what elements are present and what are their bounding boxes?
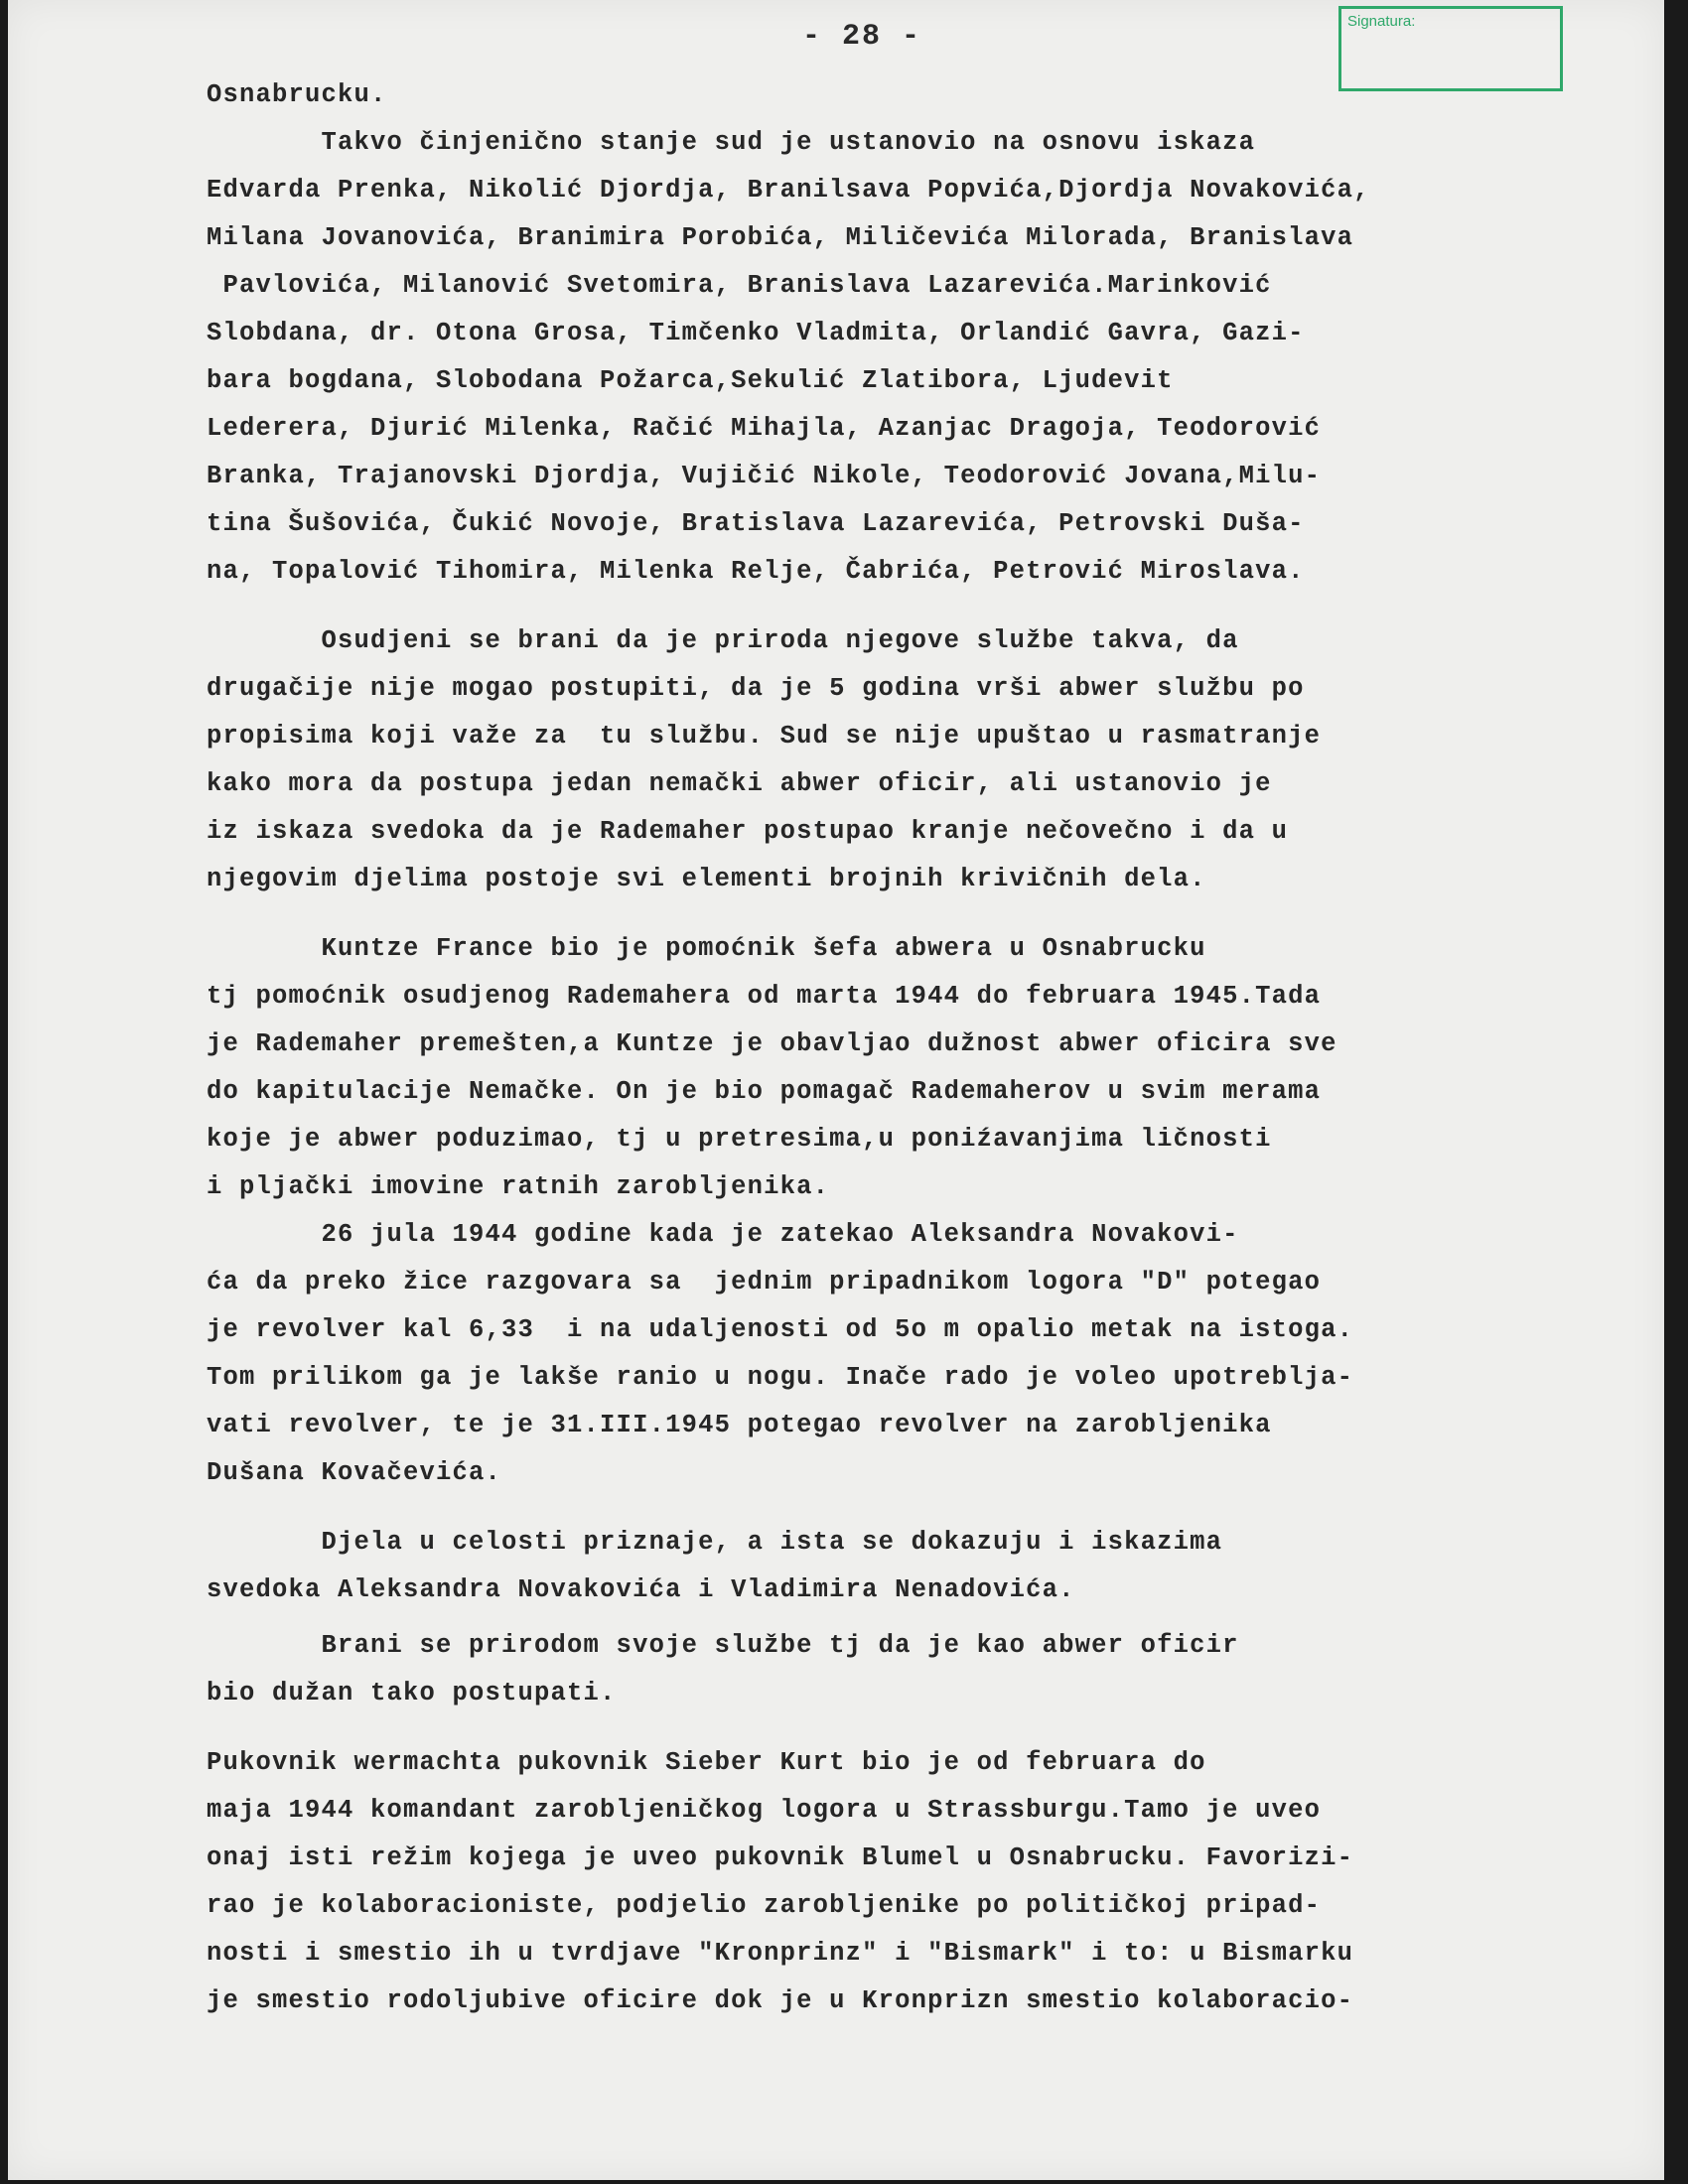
text-line: tj pomoćnik osudjenog Rademahera od marta 1944 do februara 1945.Tada <box>207 982 1322 1011</box>
text-line: kako mora da postupa jedan nemački abwer oficir, ali ustanovio je <box>207 769 1272 798</box>
text-line: onaj isti režim kojega je uveo pukovnik Blumel u Osnabrucku. Favorizi- <box>207 1843 1354 1872</box>
paragraph-gap <box>207 596 1636 617</box>
paragraph <box>207 1211 1636 1497</box>
paragraph <box>207 1622 1636 1717</box>
paragraph <box>207 1739 1636 2025</box>
paragraph <box>207 925 1636 1211</box>
text-line: 26 jula 1944 godine kada je zatekao Aleksandra Novakovi- <box>207 1220 1239 1249</box>
text-line: i pljački imovine ratnih zarobljenika. <box>207 1172 830 1201</box>
text-line: propisima koji važe za tu službu. Sud se nije upuštao u rasmatranje <box>207 722 1322 751</box>
text-line: svedoka Aleksandra Novakovića i Vladimira Nenadovića. <box>207 1575 1075 1604</box>
text-line: je smestio rodoljubive oficire dok je u Kronprizn smestio kolaboracio- <box>207 1986 1354 2015</box>
text-line: Tom prilikom ga je lakše ranio u nogu. Inače rado je voleo upotreblja- <box>207 1363 1354 1392</box>
text-line: Pukovnik wermachta pukovnik Sieber Kurt bio je od februara do <box>207 1748 1206 1777</box>
paragraph <box>207 71 1636 119</box>
text-line: Osnabrucku. <box>207 80 387 109</box>
text-line: Takvo činjenično stanje sud je ustanovio na osnovu iskaza <box>207 128 1256 157</box>
text-line: Edvarda Prenka, Nikolić Djordja, Branilsava Popvića,Djordja Novakovića, <box>207 176 1370 205</box>
text-line: Djela u celosti priznaje, a ista se dokazuju i iskazima <box>207 1528 1223 1557</box>
paragraph <box>207 119 1636 596</box>
paragraph <box>207 617 1636 903</box>
text-line: je Rademaher premešten,a Kuntze je obavljao dužnost abwer oficira sve <box>207 1029 1337 1058</box>
text-line: Slobdana, dr. Otona Grosa, Timčenko Vladmita, Orlandić Gavra, Gazi- <box>207 319 1305 347</box>
text-line: Milana Jovanovića, Branimira Porobića, Miličevića Milorada, Branislava <box>207 223 1354 252</box>
paragraph-gap <box>207 903 1636 925</box>
paragraph-gap <box>207 1717 1636 1739</box>
text-line: tina Šušovića, Čukić Novoje, Bratislava Lazarevića, Petrovski Duša- <box>207 509 1305 538</box>
text-line: maja 1944 komandant zarobljeničkog logora u Strassburgu.Tamo je uveo <box>207 1796 1322 1825</box>
text-line: Brani se prirodom svoje službe tj da je kao abwer oficir <box>207 1631 1239 1660</box>
paragraph-gap <box>207 1497 1636 1519</box>
text-line: Kuntze France bio je pomoćnik šefa abwera u Osnabrucku <box>207 934 1206 963</box>
stamp-label: Signatura: <box>1347 13 1416 30</box>
text-line: njegovim djelima postoje svi elementi brojnih krivičnih dela. <box>207 865 1206 893</box>
document-page <box>8 0 1664 2180</box>
text-line: koje je abwer poduzimao, tj u pretresima,u poniźavanjima ličnosti <box>207 1125 1272 1154</box>
text-line: na, Topalović Tihomira, Milenka Relje, Čabrića, Petrović Miroslava. <box>207 557 1305 586</box>
text-line: vati revolver, te je 31.III.1945 potegao revolver na zarobljenika <box>207 1411 1272 1439</box>
text-line: Branka, Trajanovski Djordja, Vujičić Nikole, Teodorović Jovana,Milu- <box>207 462 1322 490</box>
text-line: rao je kolaboracioniste, podjelio zarobljenike po političkoj pripad- <box>207 1891 1322 1920</box>
text-line: Lederera, Djurić Milenka, Račić Mihajla, Azanjac Dragoja, Teodorović <box>207 414 1322 443</box>
text-line: bio dužan tako postupati. <box>207 1679 617 1707</box>
paragraph-gap <box>207 1614 1636 1622</box>
text-line: bara bogdana, Slobodana Požarca,Sekulić Zlatibora, Ljudevit <box>207 366 1174 395</box>
text-line: drugačije nije mogao postupiti, da je 5 godina vrši abwer službu po <box>207 674 1305 703</box>
paragraph <box>207 1519 1636 1614</box>
text-line: do kapitulacije Nemačke. On je bio pomagač Rademaherov u svim merama <box>207 1077 1322 1106</box>
text-line: nosti i smestio ih u tvrdjave "Kronprinz" i "Bismark" i to: u Bismarku <box>207 1939 1354 1968</box>
document-body <box>207 71 1636 2025</box>
text-line: je revolver kal 6,33 i na udaljenosti od 5o m opalio metak na istoga. <box>207 1315 1354 1344</box>
text-line: Osudjeni se brani da je priroda njegove službe takva, da <box>207 626 1239 655</box>
text-line: Dušana Kovačevića. <box>207 1458 502 1487</box>
page-number: - 28 - <box>802 20 922 54</box>
text-line: ća da preko žice razgovara sa jednim pripadnikom logora "D" potegao <box>207 1268 1322 1297</box>
text-line: Pavlovića, Milanović Svetomira, Branislava Lazarevića.Marinković <box>207 271 1272 300</box>
text-line: iz iskaza svedoka da je Rademaher postupao kranje nečovečno i da u <box>207 817 1289 846</box>
